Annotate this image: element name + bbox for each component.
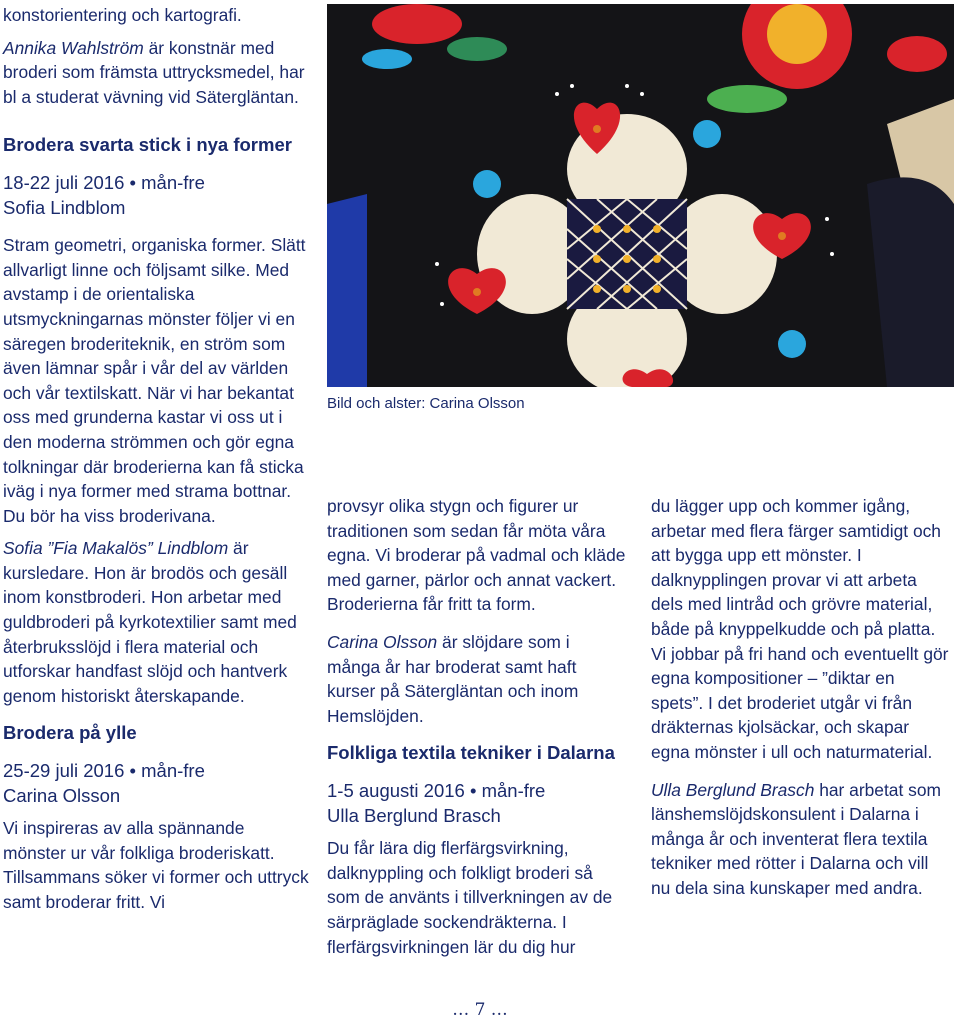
continued-text: du lägger upp och kommer igång, arbetar med flera färger samtidigt och att bygga upp ett mönster. I dalknypplingen provar vi att arbeta dels med lintråd och grövre material, både på knyppelkudde och på platta. Vi jobbar på fri hand och eventuellt gör egna kompositioner – ”diktar en spets”. I det broderiet utgår vi från dräkternas kjolsäckar, och skapar egna mönster i ull och naturmaterial. [651,496,949,762]
course-title-svarta-stick: Brodera svarta stick i nya former [3,134,292,156]
course-date: 1-5 augusti 2016 • mån-fre [327,779,546,801]
course-description: Vi inspireras av alla spännande mönster ur vår folkliga broderiskatt. Tillsammans söker vi former och uttryck samt broderar fritt. Vi [3,818,309,912]
teacher-bio-carina [327,630,627,728]
course-title-folkliga: Folkliga textila tekniker i Dalarna [327,742,615,764]
course-title-ylle: Brodera på ylle [3,722,137,744]
teacher-bio-annika [3,36,309,110]
course-teacher: Ulla Berglund Brasch [327,804,501,826]
teacher-bio-text: har arbetat som länshemslöjdskonsulent i Dalarna i många år och inventerat flera textila tekniker med rötter i Dalarna och vill nu dela sina kunskaper med andra. [651,779,942,898]
embroidery-photo-icon [327,4,954,387]
course-description: Du får lära dig flerfärgsvirkning, dalknyppling och folkligt broderi så som de använts i tillverkningen av de särpräglade sockendräkterna. I flerfärgsvirkningen lär du dig hur [327,838,613,957]
teacher-name: Carina Olsson [327,631,438,652]
photo-caption: Bild och alster: Carina Olsson [327,395,525,412]
column-2 [327,494,627,959]
teacher-bio-ulla [651,778,951,901]
course-teacher: Carina Olsson [3,784,121,806]
course-teacher: Sofia Lindblom [3,196,126,218]
teacher-bio-sofia [3,536,309,708]
teacher-name: Ulla Berglund Brasch [651,779,815,800]
column-3 [651,494,951,901]
continued-text: provsyr olika stygn och figurer ur traditionen som sedan får möta våra egna. Vi broderar på vadmal och kläde med garner, pärlor och annat vackert. Broderierna får fritt ta form. [327,496,626,615]
course-description: Stram geometri, organiska former. Slätt allvarligt linne och följsamt silke. Med avstamp i de orientaliska utsmyckningarnas mönster följer vi en säregen broderiteknik, en ström som även lämnar spår i vår del av världen och vår textilskatt. När vi har bekantat oss med grunderna kastar vi oss ut i den moderna strömmen och gör egna tolkningar där broderierna kan få sticka iväg i nya former med strama bottnar. Du bör ha viss broderivana. [3,235,306,526]
teacher-name: Annika Wahlström [3,37,144,58]
teacher-bio-text: är slöjdare som i många år har broderat samt haft kurser på Sätergläntan och inom Hemslöjden. [327,631,579,726]
teacher-name: Sofia ”Fia Makalös” Lindblom [3,538,229,559]
teacher-bio-text: är kursledare. Hon är brodös och gesäll inom konstbroderi. Hon arbetar med guldbroderi på kyrkotextilier samt med återbruksslöjd i flera material och utforskar handfast slöjd och hantverk genom historiskt återskapande. [3,538,297,706]
course-date: 18-22 juli 2016 • mån-fre [3,171,205,193]
column-1 [3,3,309,915]
course-date: 25-29 juli 2016 • mån-fre [3,760,205,782]
page-number: … 7 … [452,1000,508,1020]
teacher-bio-text: är konstnär med broderi som främsta uttrycksmedel, har bl a studerat vävning vid Sätergläntan. [3,37,305,107]
intro-end-text: konstorientering och kartografi. [3,5,242,25]
embroidery-photo [327,4,954,387]
